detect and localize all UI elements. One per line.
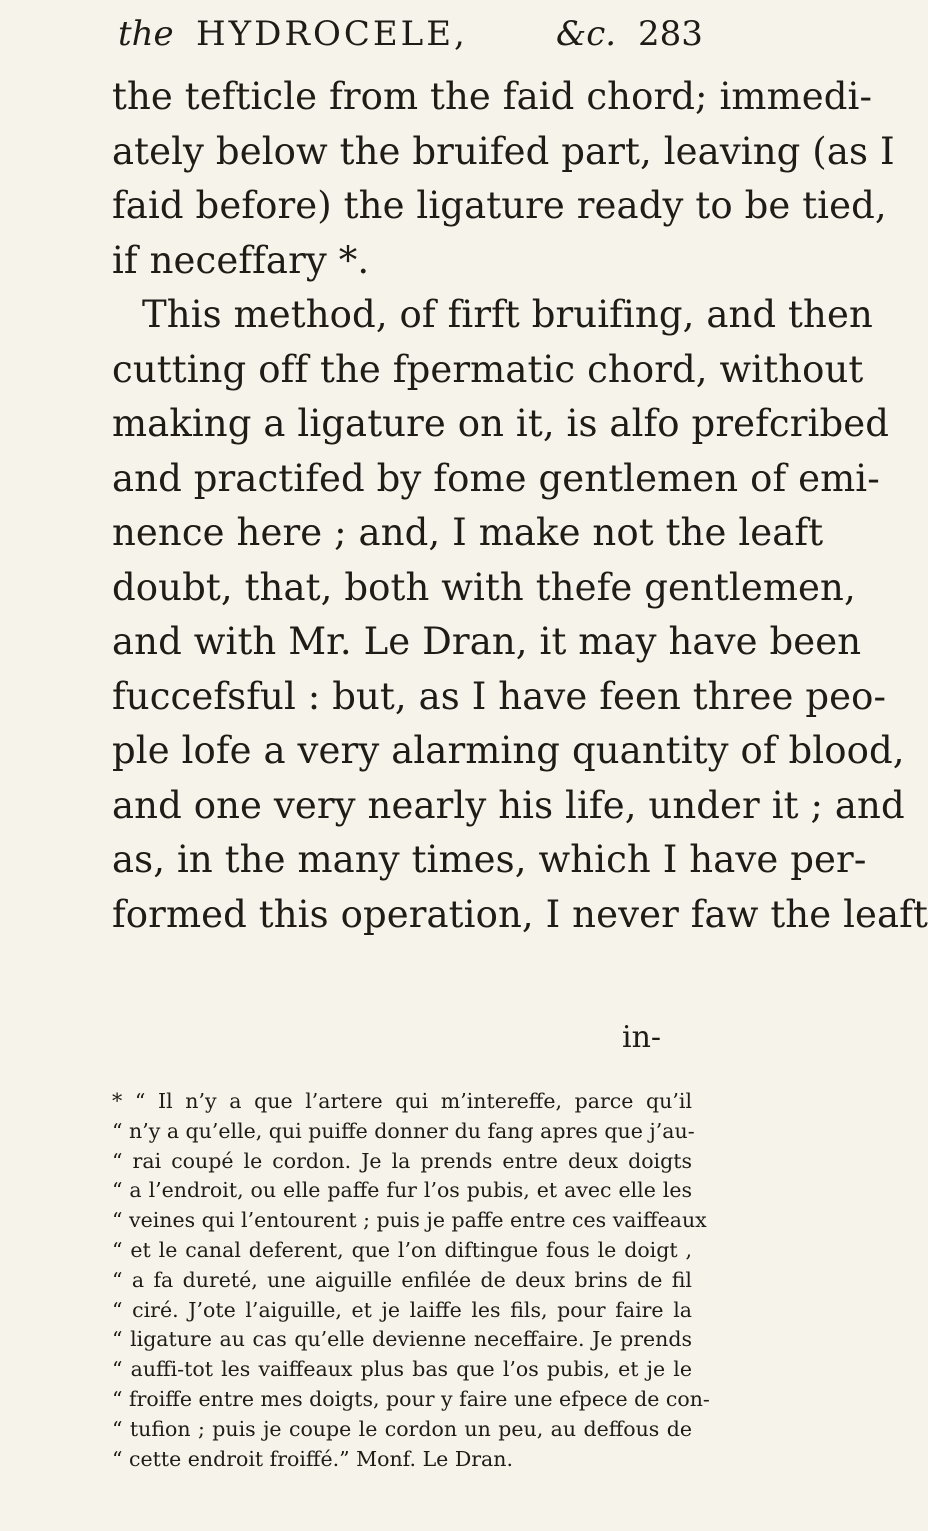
- body-line: This method, of firft bruifing, and then: [142, 293, 873, 336]
- footnote-line: “ a l’endroit, ou elle paffe fur l’os pubis, et avec elle les: [112, 1178, 692, 1203]
- footnote-line: “ cette endroit froiffé.” Monf. Le Dran.: [112, 1446, 514, 1471]
- footnote-line: “ rai coupé le cordon. Je la prends entre deux doigts: [112, 1148, 692, 1173]
- footnote-line: “ a fa dureté, une aiguille enfilée de deux brins de fil: [112, 1267, 692, 1292]
- body-text: [112, 70, 928, 942]
- catchword: in-: [622, 1020, 662, 1055]
- footnote-line: “ froiffe entre mes doigts, pour y faire une efpece de con-: [112, 1386, 710, 1411]
- footnote-line: “ ciré. J’ote l’aiguille, et je laiffe les fils, pour faire la: [112, 1297, 692, 1322]
- footnote-line: “ auffi-tot les vaiffeaux plus bas que l’os pubis, et je le: [112, 1357, 692, 1382]
- body-line: and with Mr. Le Dran, it may have been: [112, 620, 862, 663]
- body-line: ple lofe a very alarming quantity of blood,: [112, 729, 905, 772]
- footnote-line: “ tufion ; puis je coupe le cordon un peu, au deffous de: [112, 1416, 692, 1441]
- running-head: [110, 10, 710, 70]
- body-line: cutting off the fpermatic chord, without: [112, 347, 864, 391]
- running-head-title: HYDROCELE,: [196, 14, 468, 54]
- running-head-the: the: [118, 14, 174, 54]
- body-line: and practifed by fome gentlemen of emi-: [112, 456, 880, 500]
- footnote-line: * “ Il n’y a que l’artere qui m’intereffe, parce qu’il: [112, 1089, 692, 1113]
- footnote-line: “ ligature au cas qu’elle devienne neceffaire. Je prends: [112, 1327, 692, 1352]
- footnote-line: “ veines qui l’entourent ; puis je paffe entre ces vaiffeaux: [112, 1208, 707, 1233]
- body-line: the tefticle from the faid chord; immedi-: [112, 75, 873, 118]
- footnote: [112, 1087, 710, 1474]
- body-line: fuccefsful : but, as I have feen three peo-: [112, 674, 887, 718]
- footnote-line: “ et le canal deferent, que l’on diftingue fous le doigt ,: [112, 1237, 692, 1262]
- body-line: faid before) the ligature ready to be tied,: [112, 184, 887, 227]
- body-line: if neceffary *.: [112, 238, 370, 282]
- body-line: as, in the many times, which I have per-: [112, 838, 867, 881]
- body-line: doubt, that, both with thefe gentlemen,: [112, 565, 856, 609]
- running-head-etc: &c.: [556, 14, 617, 54]
- body-line: nence here ; and, I make not the leaft: [112, 511, 824, 554]
- body-line: and one very nearly his life, under it ; and: [112, 783, 905, 827]
- body-line: making a ligature on it, is alfo prefcribed: [112, 402, 890, 445]
- footnote-line: “ n’y a qu’elle, qui puiffe donner du fang apres que j’au-: [112, 1118, 695, 1143]
- page-number: 283: [638, 14, 703, 54]
- body-line: ately below the bruifed part, leaving (as I: [112, 129, 895, 173]
- body-line: formed this operation, I never faw the leaft: [112, 892, 928, 936]
